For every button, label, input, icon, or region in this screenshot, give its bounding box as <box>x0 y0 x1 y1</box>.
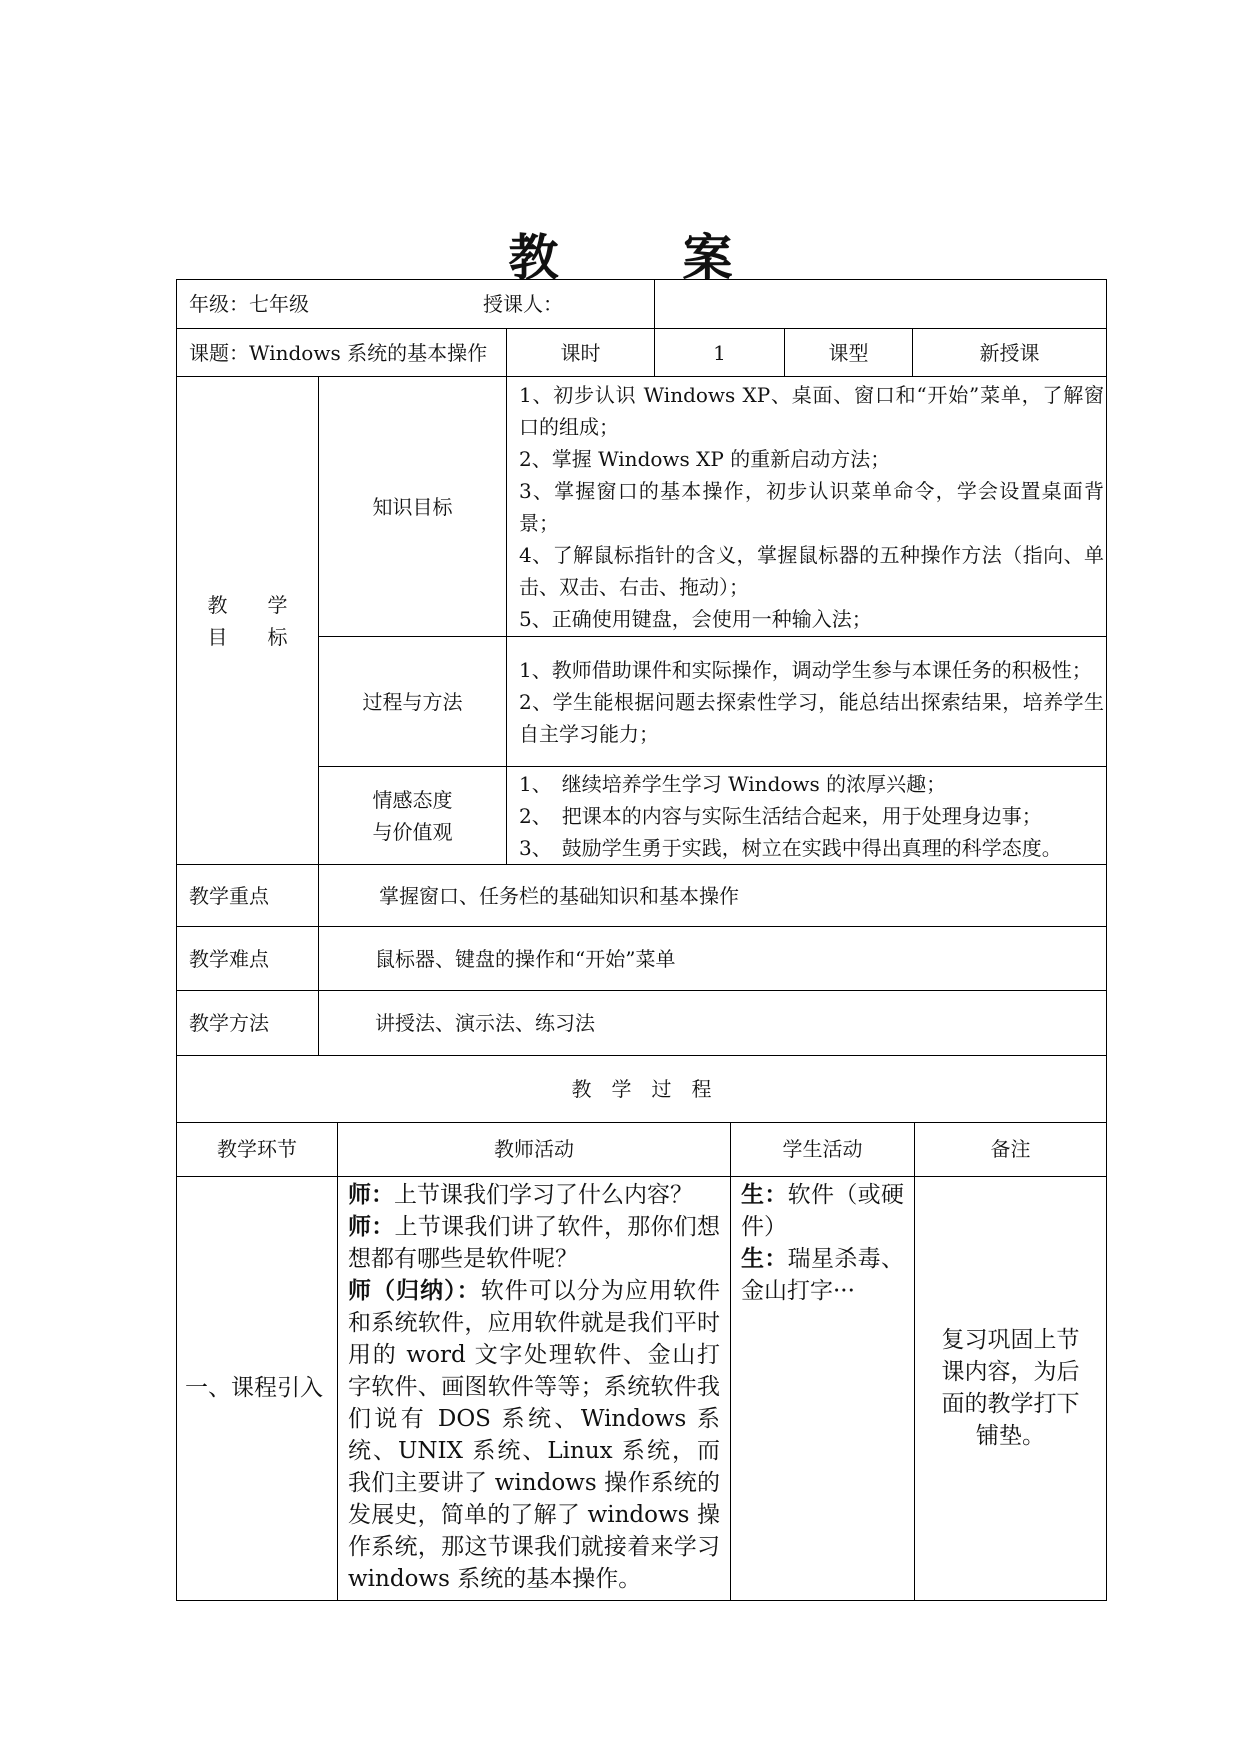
list-item: 2、 把课本的内容与实际生活结合起来，用于处理身边事； <box>519 803 1042 828</box>
process-heading: 教 学 过 程 <box>177 1056 1107 1123</box>
method-label: 教学方法 <box>177 991 319 1056</box>
key-point-value: 掌握窗口、任务栏的基础知识和基本操作 <box>319 865 1107 927</box>
difficulty-value: 鼠标器、键盘的操作和“开始”菜单 <box>319 927 1107 991</box>
speaker-label: 师（归纳）： <box>348 1276 481 1304</box>
list-item: 4、了解鼠标指针的含义，掌握鼠标器的五种操作方法（指向、单击、双击、右击、拖动）； <box>519 542 1105 599</box>
process-method-label: 过程与方法 <box>319 637 507 767</box>
list-item: 2、掌握 Windows XP 的重新启动方法； <box>519 446 891 471</box>
topic-cell: 课题：Windows 系统的基本操作 <box>177 329 507 377</box>
teacher-line <box>348 1179 720 1211</box>
header-table <box>176 279 1107 1123</box>
hours-label-cell: 课时 <box>507 329 655 377</box>
speaker-label: 生： <box>741 1244 788 1272</box>
knowledge-items <box>507 377 1107 637</box>
grade-row <box>177 280 1107 329</box>
list-item: 2、学生能根据问题去探索性学习，能总结出探索结果，培养学生自主学习能力； <box>519 689 1105 746</box>
emotion-label-line-2: 与价值观 <box>372 819 453 844</box>
hours-value-cell: 1 <box>655 329 785 377</box>
type-label-cell: 课型 <box>785 329 913 377</box>
grade-cell: 年级：七年级 <box>177 280 655 329</box>
list-item: 5、正确使用键盘，会使用一种输入法； <box>519 606 872 631</box>
header-teacher: 教师活动 <box>338 1122 731 1176</box>
lesson-plan-table-top <box>176 279 1106 1601</box>
list-item: 1、教师借助课件和实际操作，调动学生参与本课任务的积极性； <box>519 657 1092 682</box>
header-note: 备注 <box>915 1122 1107 1176</box>
speech-text: 软件可以分为应用软件和系统软件，应用软件就是我们平时用的 word 文字处理软件、金山打字软件、画图软件等等；系统软件我们说有 DOS 系统、Windows 系统、UNIX 系统、Linux 系统，而我们主要讲了 windows 操作系统的发展史，简单的了解了 windows 操作系统，那这节课我们就接着来学习 windows 系统的基本操作。 <box>348 1277 721 1592</box>
speaker-label: 师： <box>348 1212 395 1240</box>
header-stage: 教学环节 <box>177 1122 338 1176</box>
header-student: 学生活动 <box>731 1122 915 1176</box>
process-method-items <box>507 637 1107 767</box>
list-item: 1、初步认识 Windows XP、桌面、窗口和“开始”菜单，了解窗口的组成； <box>519 382 1105 439</box>
objectives-label-line-1: 教 学 <box>207 592 288 617</box>
teacher-line <box>348 1211 720 1275</box>
knowledge-row <box>177 377 1107 637</box>
objectives-section-label <box>177 377 319 865</box>
objectives-label-line-2: 目 标 <box>207 624 288 649</box>
type-value-cell: 新授课 <box>913 329 1107 377</box>
list-item: 3、 鼓励学生勇于实践，树立在实践中得出真理的科学态度。 <box>519 835 1062 860</box>
process-heading-row <box>177 1056 1107 1123</box>
speech-text: 瑞星杀毒、金山打字··· <box>741 1245 905 1304</box>
student-line <box>741 1179 904 1243</box>
key-point-row <box>177 865 1107 927</box>
key-point-label: 教学重点 <box>177 865 319 927</box>
emotion-label <box>319 767 507 865</box>
speech-text: 上节课我们学习了什么内容？ <box>394 1181 693 1208</box>
teacher-activity-cell <box>338 1176 731 1600</box>
speech-text: 上节课我们讲了软件，那你们想想都有哪些是软件呢？ <box>348 1213 721 1272</box>
list-item: 1、 继续培养学生学习 Windows 的浓厚兴趣； <box>519 771 947 796</box>
emotion-label-line-1: 情感态度 <box>372 787 453 812</box>
list-item: 3、掌握窗口的基本操作，初步认识菜单命令，学会设置桌面背景； <box>519 478 1105 535</box>
teacher-cell: 授课人： <box>483 280 935 329</box>
student-activity-cell <box>731 1176 915 1600</box>
process-table <box>176 1122 1107 1601</box>
difficulty-row <box>177 927 1107 991</box>
speaker-label: 生： <box>741 1180 788 1208</box>
note-cell: 复习巩固上节课内容，为后面的教学打下铺垫。 <box>915 1176 1107 1600</box>
speech-text: 软件（或硬件） <box>741 1181 905 1240</box>
title-char-1: 教 <box>508 228 559 287</box>
method-row <box>177 991 1107 1056</box>
difficulty-label: 教学难点 <box>177 927 319 991</box>
speaker-label: 师： <box>348 1180 394 1208</box>
topic-row <box>177 329 1107 377</box>
student-line <box>741 1243 904 1307</box>
emotion-items <box>507 767 1107 865</box>
stage-cell: 一、课程引入 <box>177 1176 338 1600</box>
method-value: 讲授法、演示法、练习法 <box>319 991 1107 1056</box>
process-header-row <box>177 1122 1107 1176</box>
teacher-line <box>348 1275 720 1595</box>
title-char-2: 案 <box>682 228 733 287</box>
table-row <box>177 1176 1107 1600</box>
knowledge-label: 知识目标 <box>319 377 507 637</box>
